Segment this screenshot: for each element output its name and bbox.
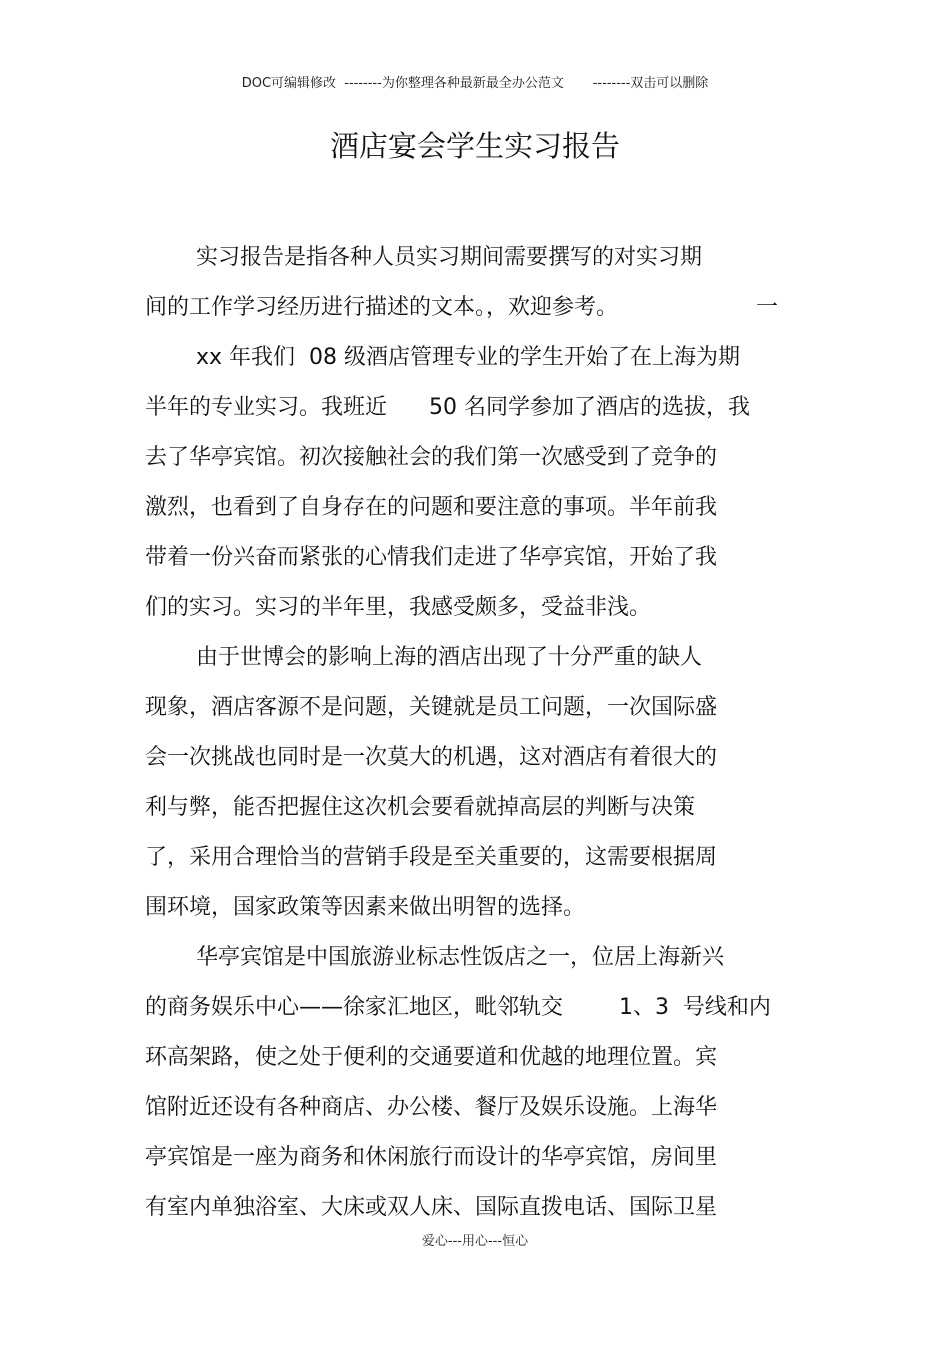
text-line: 有室内单独浴室、大床或双人床、国际直拨电话、国际卫星 [145,1195,718,1220]
text-line: xx 年我们 08 级酒店管理专业的学生开始了在上海为期 [196,345,741,370]
text-line: 带着一份兴奋而紧张的心情我们走进了华亭宾馆，开始了我 [145,545,718,570]
text-line: 了，采用合理恰当的营销手段是至关重要的，这需要根据周 [145,845,718,870]
text-line: 由于世博会的影响上海的酒店出现了十分严重的缺人 [196,645,703,670]
text-line: 现象，酒店客源不是问题，关键就是员工问题，一次国际盛 [145,695,718,720]
text-line: 环高架路，使之处于便利的交通要道和优越的地理位置。宾 [145,1045,718,1070]
page-title: 酒店宴会学生实习报告 [329,129,620,163]
text-line: 的商务娱乐中心——徐家汇地区，毗邻轨交 1、3 号线和内 [145,995,771,1020]
text-line: 实习报告是指各种人员实习期间需要撰写的对实习期 [196,245,703,270]
text-line: 间的工作学习经历进行描述的文本。，欢迎参考。 [145,295,619,320]
text-line: 去了华亭宾馆。初次接触社会的我们第一次感受到了竞争的 [145,445,718,470]
header-note: DOC可编辑修改 --------为你整理各种最新最全办公范文 --------双击可以删除 [241,76,709,91]
text-line: 半年的专业实习。我班近 50 名同学参加了酒店的选拔，我 [145,395,750,420]
dash-mark: 一 [756,295,779,320]
text-line: 会一次挑战也同时是一次莫大的机遇，这对酒店有着很大的 [145,745,718,770]
text-line: 们的实习。实习的半年里，我感受颇多，受益非浅。 [145,595,652,620]
text-line: 利与弊，能否把握住这次机会要看就掉高层的判断与决策 [145,795,696,820]
text-line: 华亭宾馆是中国旅游业标志性饭店之一，位居上海新兴 [196,945,725,970]
text-line: 围环境，国家政策等因素来做出明智的选择。 [145,895,586,920]
footer-note: 爱心---用心---恒心 [421,1234,529,1249]
text-line: 激烈，也看到了自身存在的问题和要注意的事项。半年前我 [145,495,718,520]
text-line: 亭宾馆是一座为商务和休闲旅行而设计的华亭宾馆，房间里 [145,1145,718,1170]
text-line: 馆附近还设有各种商店、办公楼、餐厅及娱乐设施。上海华 [145,1095,718,1120]
